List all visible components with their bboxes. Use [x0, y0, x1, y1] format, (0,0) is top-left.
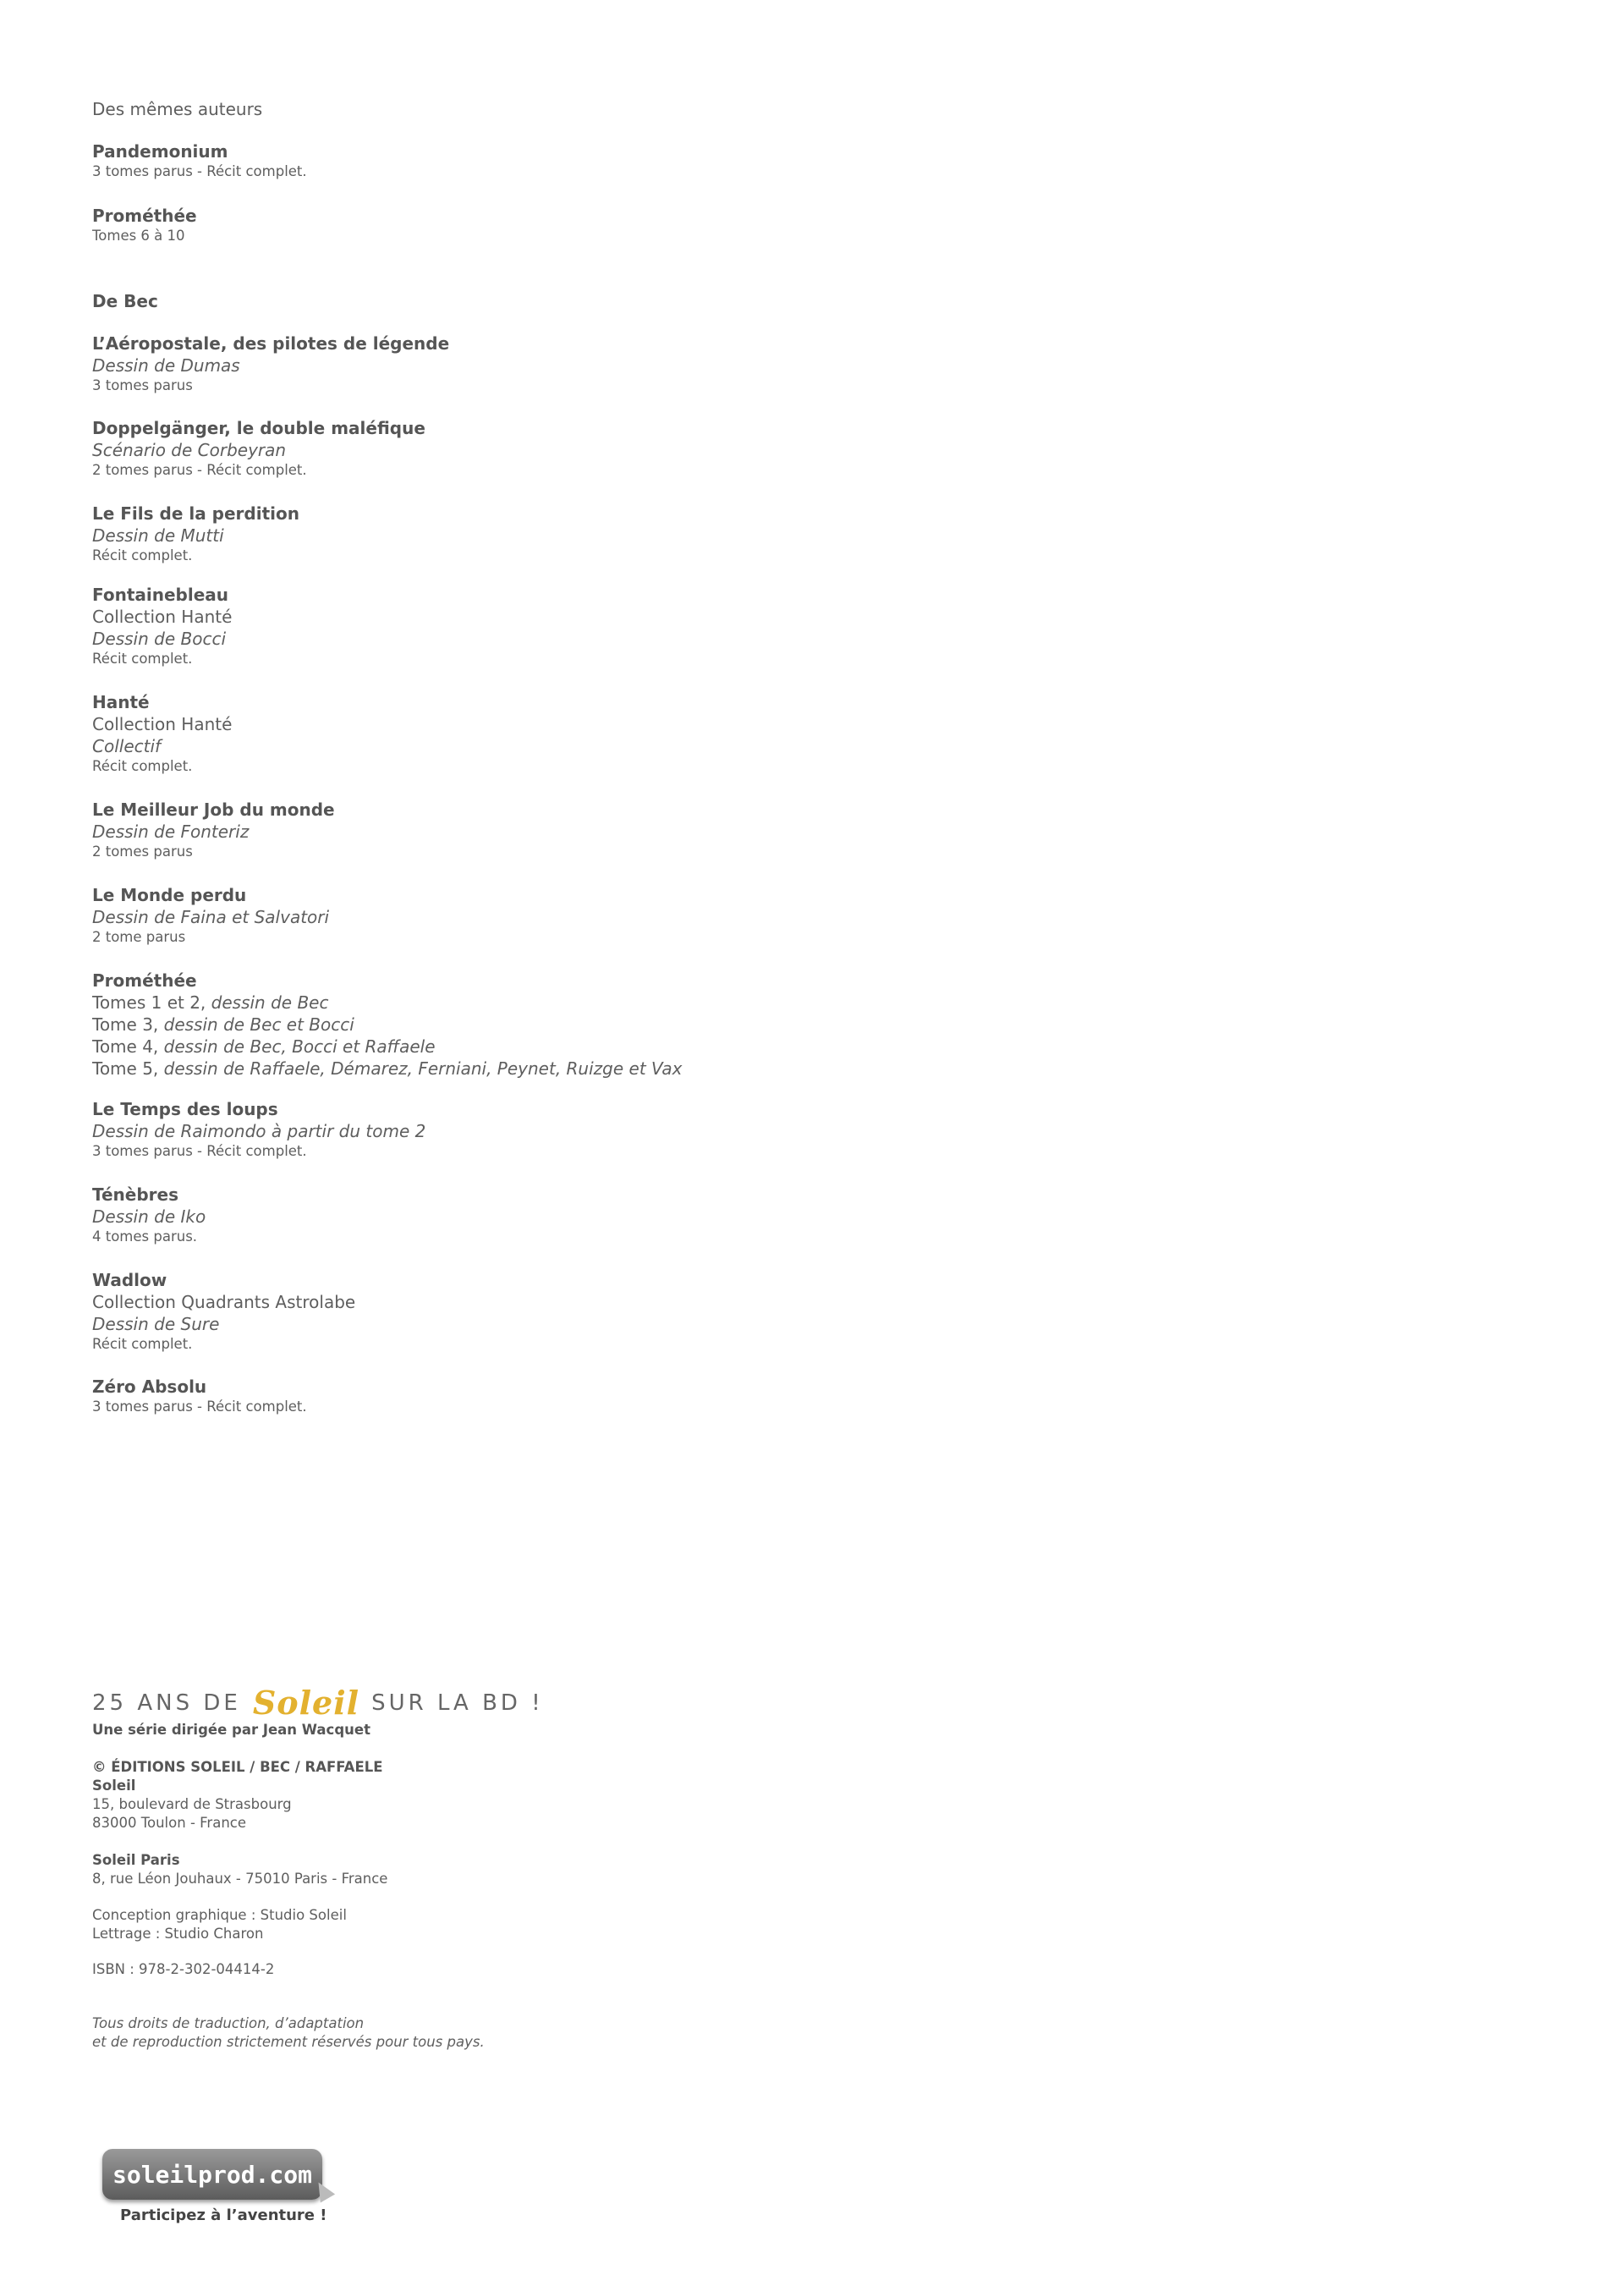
book-entry — [92, 503, 299, 565]
book-credit: Scénario de Corbeyran — [92, 440, 287, 460]
banner-suffix: SUR LA BD ! — [371, 1690, 544, 1716]
book-entry — [92, 1269, 355, 1354]
publisher-address: 15, boulevard de Strasbourg — [92, 1796, 292, 1812]
volume-credit: Tomes 1 et 2, dessin de Bec — [92, 992, 329, 1013]
book-note: 3 tomes parus — [92, 377, 193, 393]
book-title: Prométhée — [92, 206, 197, 226]
paris-name: Soleil Paris — [92, 1852, 180, 1868]
book-note: 2 tome parus — [92, 929, 186, 945]
book-entry — [92, 205, 197, 245]
book-note: 4 tomes parus. — [92, 1228, 198, 1245]
book-title: Pandemonium — [92, 141, 228, 162]
anniversary-banner — [92, 1684, 544, 1722]
book-title: Le Temps des loups — [92, 1099, 278, 1119]
book-title: L’Aéropostale, des pilotes de légende — [92, 333, 450, 354]
book-entry — [92, 1184, 206, 1246]
book-credit: Dessin de Dumas — [92, 355, 240, 376]
book-credit: Collectif — [92, 736, 162, 756]
book-note: 3 tomes parus - Récit complet. — [92, 1143, 307, 1159]
book-title: Le Monde perdu — [92, 885, 247, 905]
book-title: Zéro Absolu — [92, 1377, 207, 1397]
book-entry — [92, 1376, 307, 1416]
design-credit: Conception graphique : Studio Soleil — [92, 1907, 347, 1923]
rights-notice: Tous droits de traduction, d’adaptation et de reproduction strictement réservés pour tous pays. — [92, 2015, 485, 2050]
author-heading: De Bec — [92, 291, 158, 311]
lettering-credit: Lettrage : Studio Charon — [92, 1926, 264, 1942]
book-title: Prométhée — [92, 970, 197, 991]
book-credit: Dessin de Raimondo à partir du tome 2 — [92, 1121, 426, 1141]
publisher-name: Soleil — [92, 1778, 136, 1794]
book-title: Le Fils de la perdition — [92, 503, 299, 524]
book-note: Tomes 6 à 10 — [92, 228, 185, 244]
book-title: Doppelgänger, le double maléfique — [92, 418, 425, 438]
book-entry — [92, 1098, 425, 1161]
book-entry — [92, 970, 683, 1080]
book-note: Récit complet. — [92, 1336, 193, 1352]
volume-credit: Tome 3, dessin de Bec et Bocci — [92, 1014, 354, 1035]
section-heading: Des mêmes auteurs — [92, 99, 263, 119]
book-title: Wadlow — [92, 1270, 167, 1290]
series-director: Une série dirigée par Jean Wacquet — [92, 1722, 370, 1738]
book-credit: Dessin de Sure — [92, 1314, 220, 1334]
book-entry — [92, 332, 449, 395]
book-note: 3 tomes parus - Récit complet. — [92, 1399, 307, 1415]
book-entry — [92, 691, 232, 776]
book-note: 3 tomes parus - Récit complet. — [92, 163, 307, 179]
book-title: Le Meilleur Job du monde — [92, 800, 335, 820]
volume-credit: Tome 5, dessin de Raffaele, Démarez, Ferniani, Peynet, Ruizge et Vax — [92, 1058, 683, 1079]
book-collection: Collection Quadrants Astrolabe — [92, 1292, 356, 1312]
book-title: Ténèbres — [92, 1184, 179, 1205]
book-note: 2 tomes parus — [92, 844, 193, 860]
book-entry — [92, 140, 307, 181]
book-note: 2 tomes parus - Récit complet. — [92, 462, 307, 478]
paris-block — [92, 1851, 387, 1888]
badge-tagline: Participez à l’aventure ! — [120, 2206, 327, 2224]
soleil-logo: Soleil — [252, 1684, 360, 1722]
copyright: © ÉDITIONS SOLEIL / BEC / RAFFAELE — [92, 1759, 383, 1775]
book-credit: Dessin de Iko — [92, 1206, 206, 1227]
book-credit: Dessin de Fonteriz — [92, 822, 250, 842]
book-collection: Collection Hanté — [92, 607, 233, 627]
book-title: Fontainebleau — [92, 585, 229, 605]
book-note: Récit complet. — [92, 758, 193, 774]
book-entry — [92, 884, 329, 947]
banner-prefix: 25 ANS DE — [92, 1690, 241, 1716]
volume-credit: Tome 4, dessin de Bec, Bocci et Raffaele — [92, 1036, 436, 1057]
book-note: Récit complet. — [92, 651, 193, 667]
book-entry — [92, 417, 425, 480]
book-credit: Dessin de Faina et Salvatori — [92, 907, 330, 927]
book-entry — [92, 799, 335, 861]
isbn: ISBN : 978-2-302-04414-2 — [92, 1961, 275, 1977]
publisher-block — [92, 1758, 383, 1833]
book-entry — [92, 584, 232, 668]
book-collection: Collection Hanté — [92, 714, 233, 734]
paris-address: 8, rue Léon Jouhaux - 75010 Paris - France — [92, 1871, 388, 1887]
book-note: Récit complet. — [92, 547, 193, 563]
publisher-city: 83000 Toulon - France — [92, 1815, 247, 1831]
book-title: Hanté — [92, 692, 150, 712]
book-credit: Dessin de Bocci — [92, 629, 226, 649]
book-credit: Dessin de Mutti — [92, 525, 224, 546]
design-credits — [92, 1906, 347, 1943]
website-badge[interactable]: soleilprod.com — [102, 2149, 322, 2200]
